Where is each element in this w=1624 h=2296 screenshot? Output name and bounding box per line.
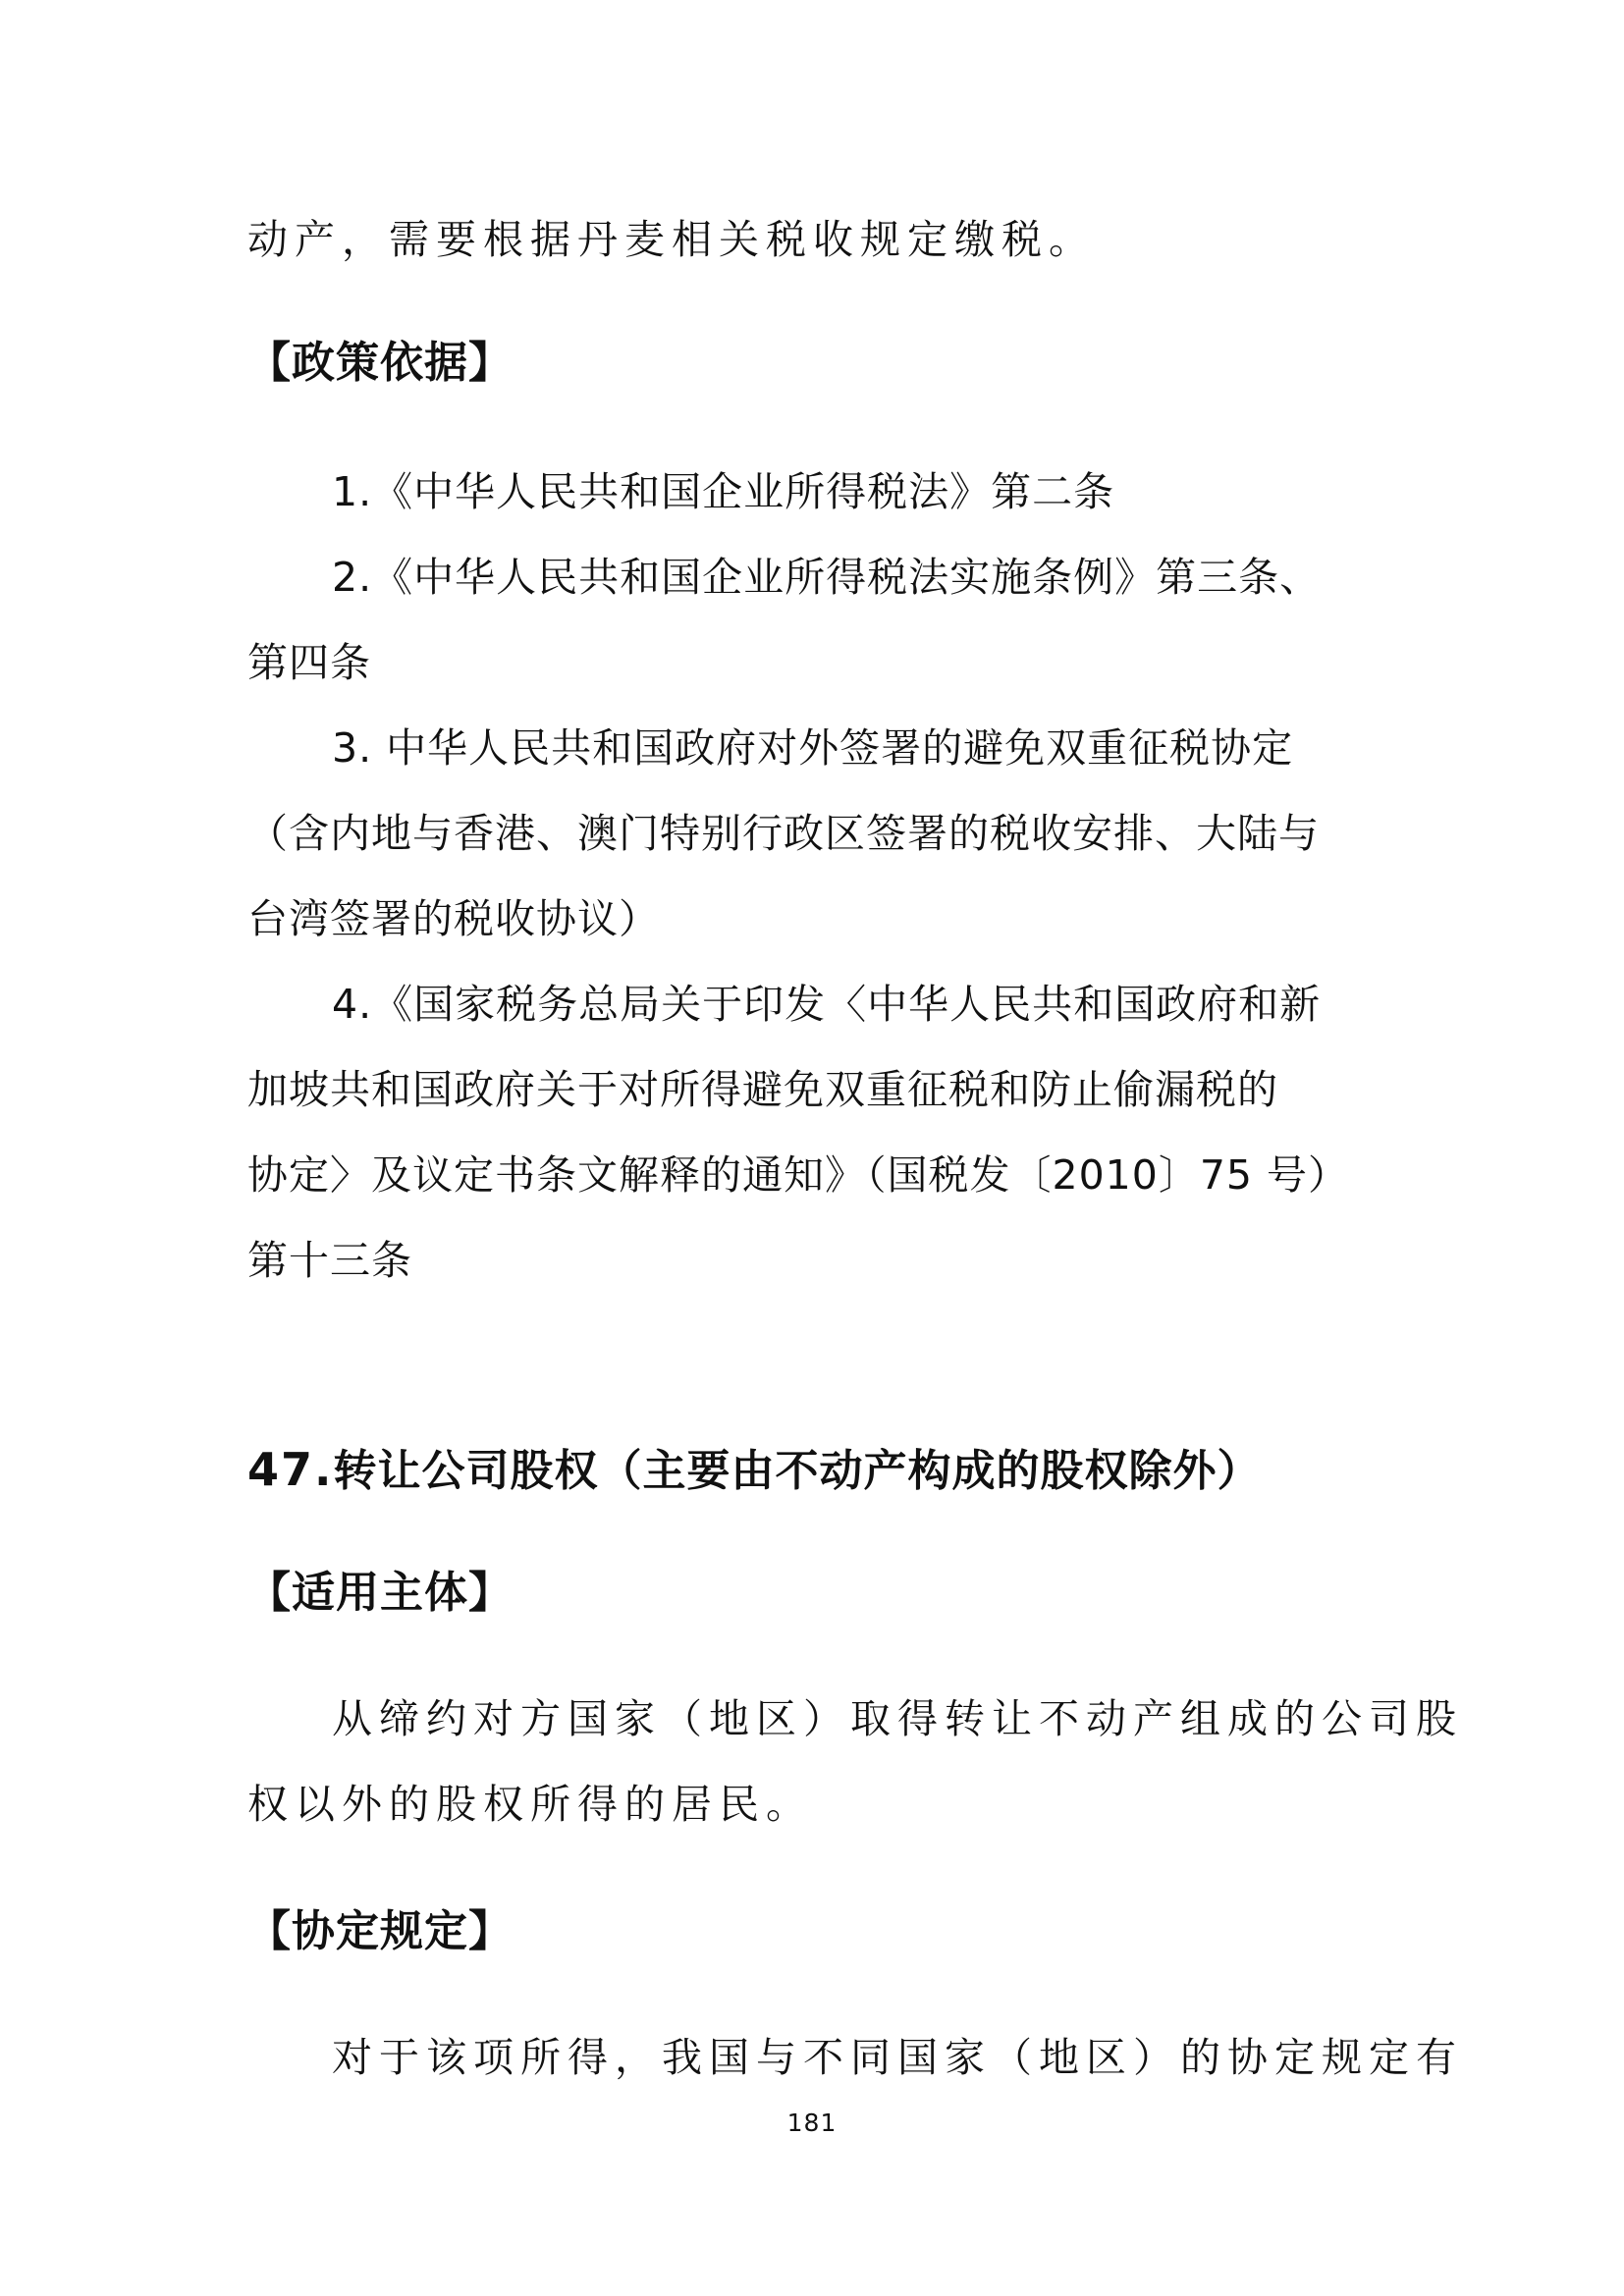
applicable-subject-heading: 【适用主体】	[247, 1568, 513, 1618]
policy-item-2: 2.《中华人民共和国企业所得税法实施条例》第三条、	[332, 554, 1322, 601]
policy-item-4-continued: 第十三条	[247, 1237, 412, 1284]
policy-basis-heading: 【政策依据】	[247, 338, 513, 388]
body-text-line: 对于该项所得，我国与不同国家（地区）的协定规定有	[332, 2034, 1463, 2081]
policy-item-2-continued: 第四条	[247, 639, 371, 686]
section-heading	[247, 1443, 1262, 1496]
page-number: 181	[786, 2109, 838, 2137]
policy-item-4-continued: 协定〉及议定书条文解释的通知》（国税发〔2010〕75 号）	[247, 1151, 1350, 1199]
treaty-provision-heading: 【协定规定】	[247, 1906, 513, 1956]
policy-item-4: 4.《国家税务总局关于印发〈中华人民共和国政府和新	[332, 981, 1322, 1028]
policy-item-1: 1.《中华人民共和国企业所得税法》第二条	[332, 468, 1115, 515]
policy-item-3-continued: （含内地与香港、澳门特别行政区签署的税收安排、大陆与	[247, 810, 1320, 857]
policy-item-3-continued: 台湾签署的税收协议）	[247, 895, 660, 942]
policy-item-3: 3. 中华人民共和国政府对外签署的避免双重征税协定	[332, 724, 1294, 772]
section-title: 转让公司股权（主要由不动产构成的股权除外）	[333, 1446, 1262, 1496]
body-text-line: 动产，需要根据丹麦相关税收规定缴税。	[247, 216, 1096, 263]
body-text-line: 权以外的股权所得的居民。	[247, 1781, 813, 1828]
section-number: 47.	[247, 1443, 334, 1496]
policy-item-4-continued: 加坡共和国政府关于对所得避免双重征税和防止偷漏税的	[247, 1066, 1278, 1113]
body-text-line: 从缔约对方国家（地区）取得转让不动产组成的公司股	[332, 1695, 1463, 1742]
